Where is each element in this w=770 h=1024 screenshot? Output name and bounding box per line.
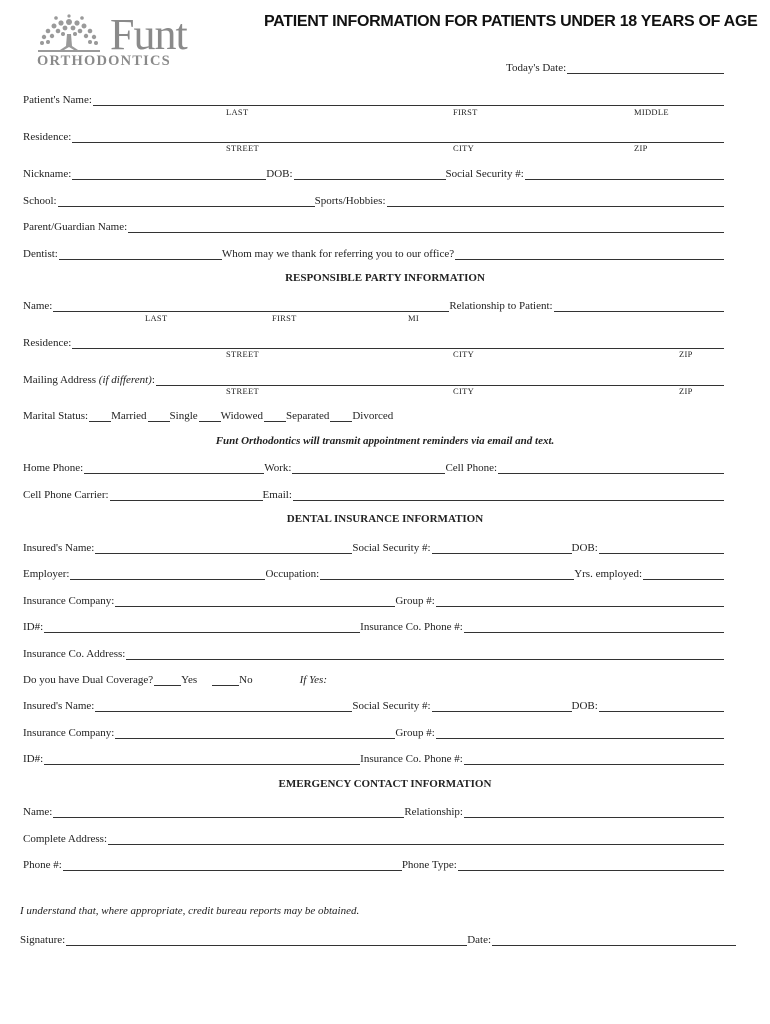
insured2-name-label: Insured's Name: <box>23 700 95 712</box>
home-phone-field[interactable] <box>84 462 264 474</box>
ec-phone-row <box>23 857 725 871</box>
ec-name-label: Name: <box>23 806 53 818</box>
dob-label: DOB: <box>266 168 293 180</box>
rp-sublabel-last: LAST <box>145 313 168 323</box>
signature-field[interactable] <box>66 934 467 946</box>
ins-dob-label: DOB: <box>571 542 598 554</box>
phone-row <box>23 460 725 474</box>
ins2-company-label: Insurance Company: <box>23 727 115 739</box>
patient-name-field[interactable] <box>93 94 724 106</box>
employer-field[interactable] <box>70 568 265 580</box>
dentist-field[interactable] <box>59 248 222 260</box>
mail-sublabel-city: CITY <box>453 386 475 396</box>
ec-phone-type-field[interactable] <box>458 859 724 871</box>
funt-orthodontics-logo <box>30 10 210 74</box>
insured-name-label: Insured's Name: <box>23 542 95 554</box>
nickname-row <box>23 166 725 180</box>
email-label: Email: <box>262 489 292 501</box>
insured-row <box>23 540 725 554</box>
ec-phone-field[interactable] <box>63 859 402 871</box>
id-row <box>23 619 725 633</box>
rp-relationship-label: Relationship to Patient: <box>449 300 553 312</box>
sports-label: Sports/Hobbies: <box>314 195 386 207</box>
insured2-name-field[interactable] <box>95 700 352 712</box>
rp-name-row <box>23 298 725 312</box>
group2-field[interactable] <box>436 727 724 739</box>
separated-label: Separated <box>285 410 330 422</box>
patient-name-row <box>23 92 725 106</box>
rp-sublabel-zip: ZIP <box>679 349 693 359</box>
married-label: Married <box>111 410 147 422</box>
signature-row <box>20 932 737 946</box>
ins2-ssn-field[interactable] <box>432 700 572 712</box>
dual-row <box>23 672 328 686</box>
rp-relationship-field[interactable] <box>554 300 724 312</box>
todays-date-row <box>506 60 725 74</box>
sublabel-street: STREET <box>226 143 259 153</box>
ec-relationship-field[interactable] <box>464 806 724 818</box>
rp-sublabel-mi: MI <box>408 313 419 323</box>
rp-name-label: Name: <box>23 300 53 312</box>
if-yes-label: If Yes: <box>299 674 327 686</box>
marital-label: Marital Status: <box>23 410 89 422</box>
separated-field[interactable] <box>264 410 286 422</box>
id-label: ID#: <box>23 621 44 633</box>
ec-relationship-label: Relationship: <box>404 806 463 818</box>
ins-phone-label: Insurance Co. Phone #: <box>360 621 463 633</box>
sublabel-last: LAST <box>226 107 249 117</box>
ins-ssn-label: Social Security #: <box>352 542 431 554</box>
ssn-field[interactable] <box>525 168 724 180</box>
parent-label: Parent/Guardian Name: <box>23 221 128 233</box>
employer-label: Employer: <box>23 568 70 580</box>
home-phone-label: Home Phone: <box>23 462 84 474</box>
ec-address-label: Complete Address: <box>23 833 108 845</box>
id-field[interactable] <box>44 621 360 633</box>
cell-phone-label: Cell Phone: <box>445 462 498 474</box>
ins2-company-field[interactable] <box>115 727 395 739</box>
work-field[interactable] <box>292 462 445 474</box>
widowed-label: Widowed <box>220 410 263 422</box>
page-title: PATIENT INFORMATION FOR PATIENTS UNDER 18 YEARS OF AGE <box>264 13 758 30</box>
ins-address-field[interactable] <box>126 648 724 660</box>
employer-row <box>23 566 725 580</box>
sublabel-city: CITY <box>453 143 475 153</box>
rp-sublabel-street: STREET <box>226 349 259 359</box>
sublabel-zip: ZIP <box>634 143 648 153</box>
dual-no-field[interactable] <box>212 674 239 686</box>
ins2-company-row <box>23 725 725 739</box>
group-field[interactable] <box>436 595 724 607</box>
ins-address-row <box>23 646 725 660</box>
ins2-phone-label: Insurance Co. Phone #: <box>360 753 463 765</box>
divorced-label: Divorced <box>352 410 394 422</box>
ins-company-field[interactable] <box>115 595 395 607</box>
ec-phone-label: Phone #: <box>23 859 62 871</box>
ins-ssn-field[interactable] <box>432 542 572 554</box>
ins-company-label: Insurance Company: <box>23 595 115 607</box>
dentist-label: Dentist: <box>23 248 58 260</box>
occupation-field[interactable] <box>320 568 574 580</box>
mailing-field[interactable] <box>156 374 724 386</box>
rp-sublabel-city: CITY <box>453 349 475 359</box>
sublabel-middle: MIDDLE <box>634 107 669 117</box>
date-label: Date: <box>467 934 492 946</box>
ec-address-field[interactable] <box>108 833 724 845</box>
rp-residence-label: Residence: <box>23 337 72 349</box>
ins2-ssn-label: Social Security #: <box>352 700 431 712</box>
dual-no-label: No <box>239 674 253 686</box>
widowed-field[interactable] <box>199 410 221 422</box>
insured2-row <box>23 698 725 712</box>
ins-company-row <box>23 593 725 607</box>
dual-yes-field[interactable] <box>154 674 181 686</box>
mail-sublabel-zip: ZIP <box>679 386 693 396</box>
marital-row <box>23 408 394 422</box>
dentist-row <box>23 246 725 260</box>
school-field[interactable] <box>58 195 315 207</box>
ec-phone-type-label: Phone Type: <box>401 859 457 871</box>
todays-date-field[interactable] <box>567 62 724 74</box>
ec-name-field[interactable] <box>53 806 404 818</box>
nickname-label: Nickname: <box>23 168 72 180</box>
logo-subtext: ORTHODONTICS <box>37 53 171 69</box>
referral-field[interactable] <box>455 248 724 260</box>
referral-label: Whom may we thank for referring you to our office? <box>221 248 455 260</box>
ins-phone-field[interactable] <box>464 621 724 633</box>
school-label: School: <box>23 195 57 207</box>
yrs-field[interactable] <box>643 568 724 580</box>
id2-label: ID#: <box>23 753 44 765</box>
ins2-phone-field[interactable] <box>464 753 724 765</box>
ssn-label: Social Security #: <box>445 168 524 180</box>
dob-field[interactable] <box>294 168 446 180</box>
rp-residence-field[interactable] <box>72 337 724 349</box>
sublabel-first: FIRST <box>453 107 478 117</box>
rp-sublabel-first: FIRST <box>272 313 297 323</box>
mailing-row <box>23 372 725 386</box>
id2-field[interactable] <box>44 753 360 765</box>
residence-row <box>23 129 725 143</box>
mailing-label: Mailing Address (if different): <box>23 374 155 386</box>
parent-field[interactable] <box>128 221 724 233</box>
emergency-heading: EMERGENCY CONTACT INFORMATION <box>278 778 492 790</box>
ins2-dob-label: DOB: <box>571 700 598 712</box>
dual-yes-label: Yes <box>181 674 198 686</box>
responsible-heading: RESPONSIBLE PARTY INFORMATION <box>285 272 485 284</box>
ins-address-label: Insurance Co. Address: <box>23 648 126 660</box>
yrs-label: Yrs. employed: <box>574 568 643 580</box>
married-field[interactable] <box>89 410 111 422</box>
ec-address-row <box>23 831 725 845</box>
ins-dob-field[interactable] <box>599 542 724 554</box>
work-label: Work: <box>264 462 292 474</box>
parent-row <box>23 219 725 233</box>
single-label: Single <box>169 410 198 422</box>
group2-label: Group #: <box>395 727 435 739</box>
carrier-row <box>23 487 725 501</box>
dual-label: Do you have Dual Coverage? <box>23 674 154 686</box>
residence-field[interactable] <box>72 131 724 143</box>
rp-name-field[interactable] <box>53 300 449 312</box>
single-field[interactable] <box>148 410 170 422</box>
tree-icon <box>34 14 104 58</box>
rp-residence-row <box>23 335 725 349</box>
occupation-label: Occupation: <box>265 568 320 580</box>
signature-label: Signature: <box>20 934 66 946</box>
divorced-field[interactable] <box>330 410 352 422</box>
carrier-label: Cell Phone Carrier: <box>23 489 109 501</box>
school-row <box>23 193 725 207</box>
nickname-field[interactable] <box>72 168 266 180</box>
dental-heading: DENTAL INSURANCE INFORMATION <box>286 513 484 525</box>
logo-text: Funt <box>110 10 187 59</box>
sports-field[interactable] <box>387 195 724 207</box>
ins2-dob-field[interactable] <box>599 700 724 712</box>
insured-name-field[interactable] <box>95 542 352 554</box>
cell-phone-field[interactable] <box>498 462 724 474</box>
group-label: Group #: <box>395 595 435 607</box>
todays-date-label: Today's Date: <box>506 62 567 74</box>
residence-label: Residence: <box>23 131 72 143</box>
ec-name-row <box>23 804 725 818</box>
credit-statement: I understand that, where appropriate, credit bureau reports may be obtained. <box>20 905 360 917</box>
patient-name-label: Patient's Name: <box>23 94 92 106</box>
email-field[interactable] <box>293 489 724 501</box>
date-field[interactable] <box>492 934 736 946</box>
carrier-field[interactable] <box>110 489 263 501</box>
mail-sublabel-street: STREET <box>226 386 259 396</box>
id2-row <box>23 751 725 765</box>
reminder-notice: Funt Orthodontics will transmit appointment reminders via email and text. <box>215 435 555 447</box>
